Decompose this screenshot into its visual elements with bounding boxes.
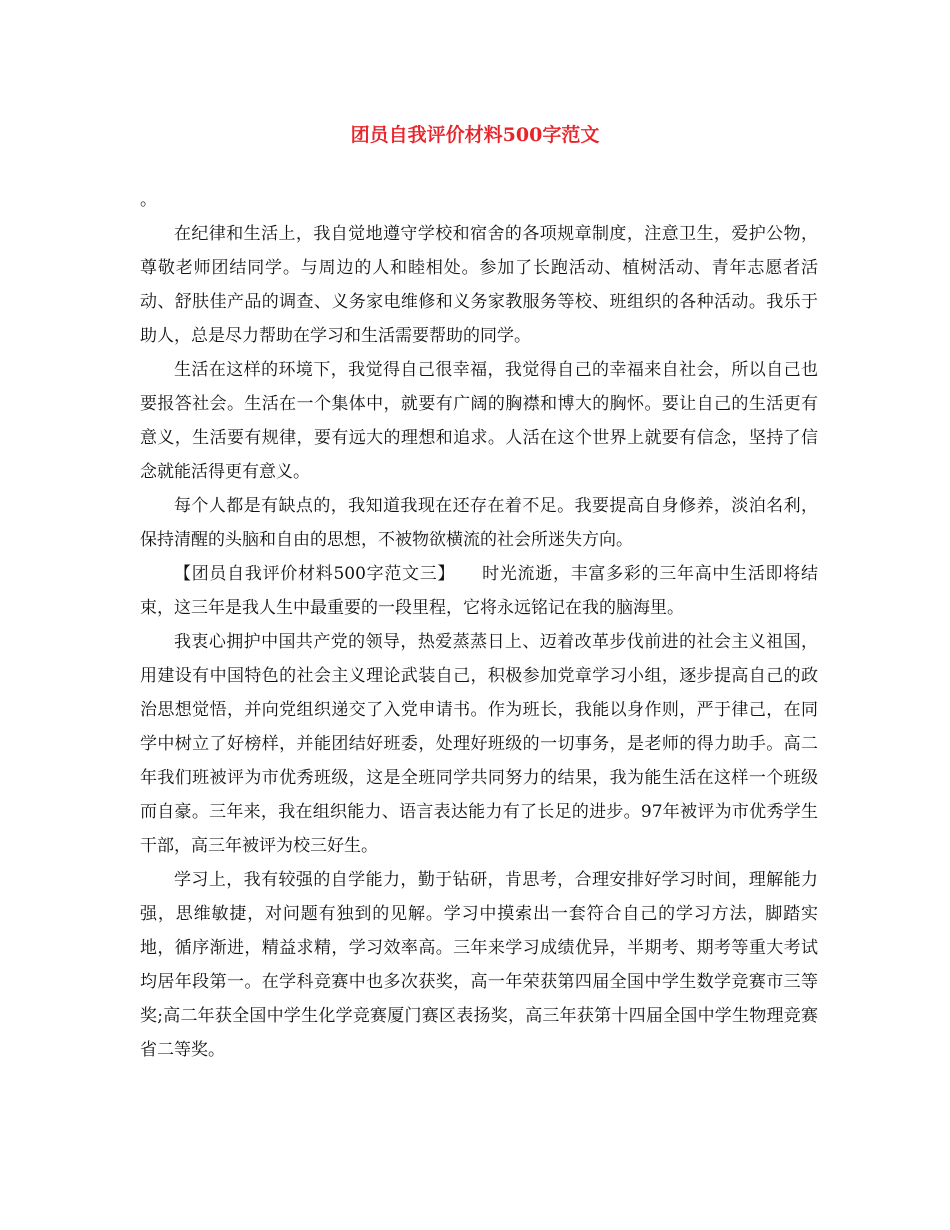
document-title: 团员自我评价材料500字范文 — [350, 124, 600, 146]
paragraph: 生活在这样的环境下，我觉得自己很幸福，我觉得自己的幸福来自社会，所以自己也要报答社会。生活在一个集体中，就要有广阔的胸襟和博大的胸怀。要让自己的生活更有意义，生活要有规律，要有远大的理想和追求。人活在这个世界上就要有信念，坚持了信念就能活得更有意义。 — [140, 360, 818, 482]
paragraph: 学习上，我有较强的自学能力，勤于钻研，肯思考，合理安排好学习时间，理解能力强，思维敏捷，对问题有独到的见解。学习中摸索出一套符合自己的学习方法，脚踏实地，循序渐进，精益求精，学习效率高。三年来学习成绩优异，半期考、期考等重大考试均居年段第一。在学科竞赛中也多次获奖，高一年荣获第四届全国中学生数学竞赛市三等奖;高二年获全国中学生化学竞赛厦门赛区表扬奖，高三年获第十四届全国中学生物理竞赛省二等奖。 — [140, 870, 818, 1060]
paragraph: 每个人都是有缺点的，我知道我现在还存在着不足。我要提高自身修养，淡泊名利，保持清醒的头脑和自由的思想，不被物欲横流的社会所迷失方向。 — [140, 496, 818, 550]
paragraph: 在纪律和生活上，我自觉地遵守学校和宿舍的各项规章制度，注意卫生，爱护公物，尊敬老师团结同学。与周边的人和睦相处。参加了长跑活动、植树活动、青年志愿者活动、舒肤佳产品的调查、义务家电维修和义务家教服务等校、班组织的各种活动。我乐于助人，总是尽力帮助在学习和生活需要帮助的同学。 — [140, 224, 818, 346]
document-body — [140, 183, 818, 1067]
paragraph-section-heading: 【团员自我评价材料500字范文三】 时光流逝，丰富多彩的三年高中生活即将结束，这三年是我人生中最重要的一段里程，它将永远铭记在我的脑海里。 — [140, 564, 818, 618]
paragraph-fragment: 。 — [140, 190, 157, 210]
paragraph: 我衷心拥护中国共产党的领导，热爱蒸蒸日上、迈着改革步伐前进的社会主义祖国，用建设有中国特色的社会主义理论武装自己，积极参加党章学习小组，逐步提高自己的政治思想觉悟，并向党组织递交了入党申请书。作为班长，我能以身作则，严于律己，在同学中树立了好榜样，并能团结好班委，处理好班级的一切事务，是老师的得力助手。高二年我们班被评为市优秀班级，这是全班同学共同努力的结果，我为能生活在这样一个班级而自豪。三年来，我在组织能力、语言表达能力有了长足的进步。97年被评为市优秀学生干部，高三年被评为校三好生。 — [140, 632, 818, 856]
